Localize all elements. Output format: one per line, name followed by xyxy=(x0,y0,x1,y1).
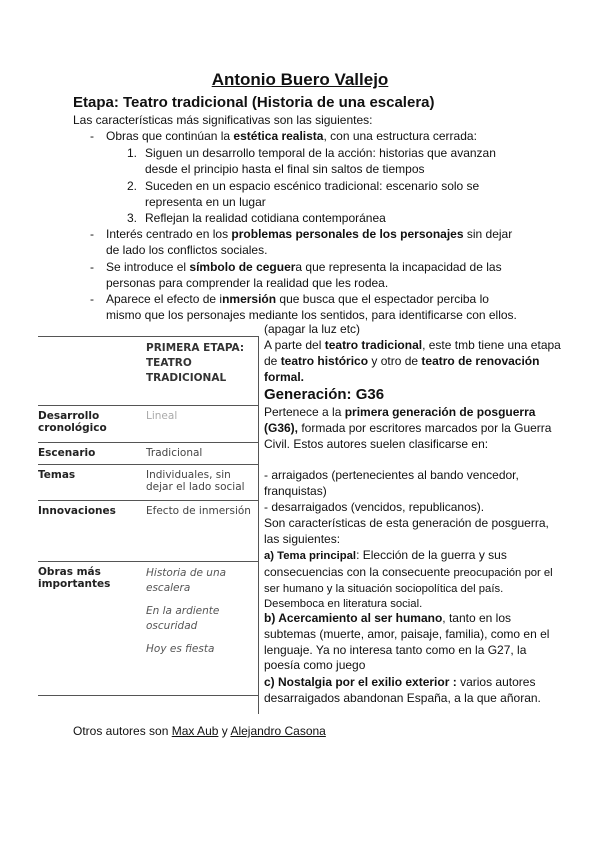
bullet-text: Se introduce el símbolo de ceguera que representa la incapacidad de las personas para comprender la realidad que les rodea. xyxy=(106,260,502,291)
table-row: Innovaciones Efecto de inmersión xyxy=(38,501,259,562)
bullet-dash: - xyxy=(90,292,94,306)
characteristics-intro: Son características de esta generación de posguerra, las siguientes: xyxy=(264,516,549,546)
author-link-max-aub[interactable]: Max Aub xyxy=(171,724,219,738)
bullet-text: Obras que continúan la estética realista, con una estructura cerrada: xyxy=(106,129,477,143)
works-cell xyxy=(146,562,259,696)
bullet-dash: - xyxy=(90,260,94,274)
arraigados-line: - arraigados (pertenecientes al bando vencedor, franquistas) xyxy=(264,468,519,498)
table-row: Obras más importantes Historia de una escalera En la ardiente oscuridad Hoy es fiesta xyxy=(38,562,259,696)
table-row: Temas Individuales, sin dejar el lado social xyxy=(38,465,259,501)
other-authors: Otros autores son Max Aub y Alejandro Casona xyxy=(73,724,326,738)
table-header: PRIMERA ETAPA: TEATRO TRADICIONAL xyxy=(146,337,259,406)
bullet-dash: - xyxy=(90,227,94,241)
characteristic-b: b) Acercamiento al ser humano, tanto en los subtemas (muerte, amor, paisaje, familia), como en el lenguaje. Ya no interesa tanto como en la G27, la poesía como juego xyxy=(264,611,550,673)
stages-paragraph: A parte del teatro tradicional, este tmb tiene una etapa de teatro histórico y otro de teatro de renovación formal. xyxy=(264,338,561,384)
desarraigados-line: - desarraigados (vencidos, republicanos). xyxy=(264,500,485,514)
table-right-border xyxy=(258,336,259,714)
table-header-row xyxy=(38,337,259,406)
generation-heading: Generación: G36 xyxy=(264,386,385,403)
work-title: Hoy es fiesta xyxy=(146,643,215,655)
stage-summary-table xyxy=(38,336,259,696)
note-text: (apagar la luz etc) xyxy=(264,322,361,336)
bullet-text: Aparece el efecto de inmersión que busca que el espectador perciba lo mismo que los personajes mediante los sentidos, para identificarse con ellos. xyxy=(106,292,517,323)
table-row: Desarrollo cronológico Lineal xyxy=(38,406,259,443)
characteristic-a: a) Tema principal: Elección de la guerra y sus consecuencias con la consecuente preocupación por el ser humano y la situación sociopolítica del país. Desemboca en literatura social. xyxy=(264,548,553,611)
document-title: Antonio Buero Vallejo xyxy=(211,70,389,89)
bullet-text: Interés centrado en los problemas personales de los personajes sin dejar de lado los conflictos sociales. xyxy=(106,227,513,258)
generation-paragraph: Pertenece a la primera generación de posguerra (G36), formada por escritores marcados por la Guerra Civil. Estos autores suelen clasificarse en: xyxy=(264,405,552,451)
author-link-alejandro-casona[interactable]: Alejandro Casona xyxy=(230,724,326,738)
stage-heading: Etapa: Teatro tradicional (Historia de una escalera) xyxy=(73,94,435,111)
work-title: En la ardiente oscuridad xyxy=(146,605,220,632)
work-title: Historia de una escalera xyxy=(146,567,227,594)
table-row: Escenario Tradicional xyxy=(38,443,259,465)
characteristic-c: c) Nostalgia por el exilio exterior : varios autores desarraigados abandonan España, a la que añoran. xyxy=(264,675,541,705)
intro-text: Las características más significativas son las siguientes: xyxy=(73,113,373,127)
bullet-dash: - xyxy=(90,129,94,143)
